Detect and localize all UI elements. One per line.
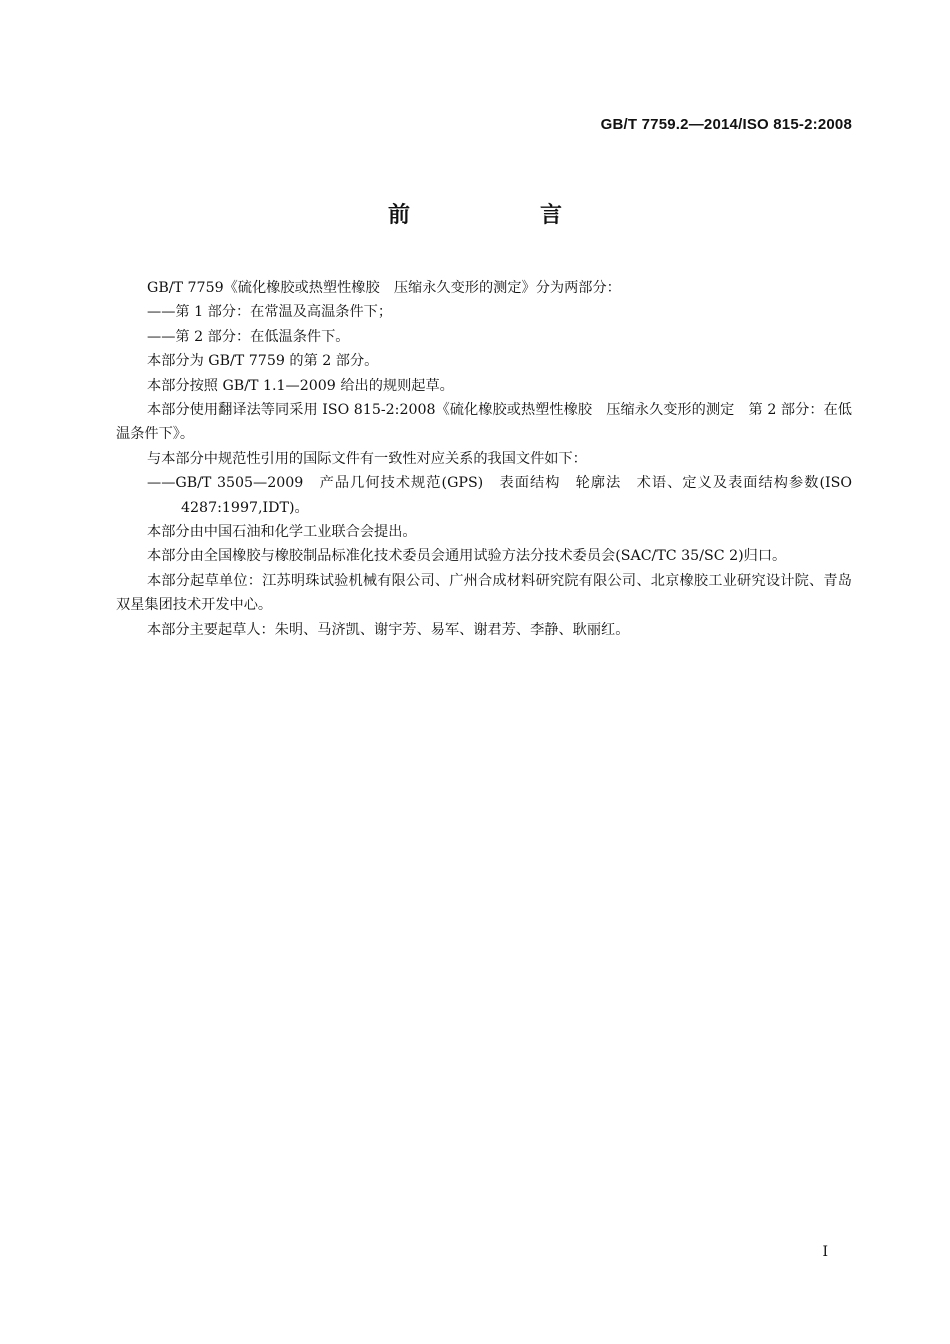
paragraph-proposer: 本部分由中国石油和化学工业联合会提出。 bbox=[147, 524, 417, 541]
paragraph-committee: 本部分由全国橡胶与橡胶制品标准化技术委员会通用试验方法分技术委员会(SAC/TC 35/SC 2)归口。 bbox=[147, 548, 787, 565]
standard-code: GB/T 7759.2—2014/ISO 815-2:2008 bbox=[600, 116, 852, 133]
list-item-part-2: ——第 2 部分：在低温条件下。 bbox=[147, 328, 350, 345]
paragraph-part-statement: 本部分为 GB/T 7759 的第 2 部分。 bbox=[147, 353, 379, 370]
paragraph-drafting-rules: 本部分按照 GB/T 1.1—2009 给出的规则起草。 bbox=[147, 377, 454, 394]
foreword-body bbox=[116, 276, 852, 642]
list-item-part-1: ——第 1 部分：在常温及高温条件下； bbox=[147, 304, 393, 321]
page-title: 前 言 bbox=[387, 203, 616, 228]
page-number: I bbox=[822, 1244, 828, 1260]
list-item-reference: ——GB/T 3505—2009 产品几何技术规范(GPS) 表面结构 轮廓法 术语、定义及表面结构参数(ISO 4287:1997,IDT)。 bbox=[147, 475, 852, 516]
paragraph-drafters: 本部分主要起草人：朱明、马济凯、谢宇芳、易军、谢君芳、李静、耿丽红。 bbox=[147, 621, 630, 638]
paragraph-drafting-units: 本部分起草单位：江苏明珠试验机械有限公司、广州合成材料研究院有限公司、北京橡胶工业研究设计院、青岛双星集团技术开发中心。 bbox=[116, 572, 852, 614]
paragraph-reference-intro: 与本部分中规范性引用的国际文件有一致性对应关系的我国文件如下： bbox=[147, 450, 587, 467]
paragraph-adoption: 本部分使用翻译法等同采用 ISO 815-2:2008《硫化橡胶或热塑性橡胶 压缩永久变形的测定 第 2 部分：在低温条件下》。 bbox=[116, 402, 852, 443]
paragraph-series-intro: GB/T 7759《硫化橡胶或热塑性橡胶 压缩永久变形的测定》分为两部分： bbox=[147, 280, 621, 296]
